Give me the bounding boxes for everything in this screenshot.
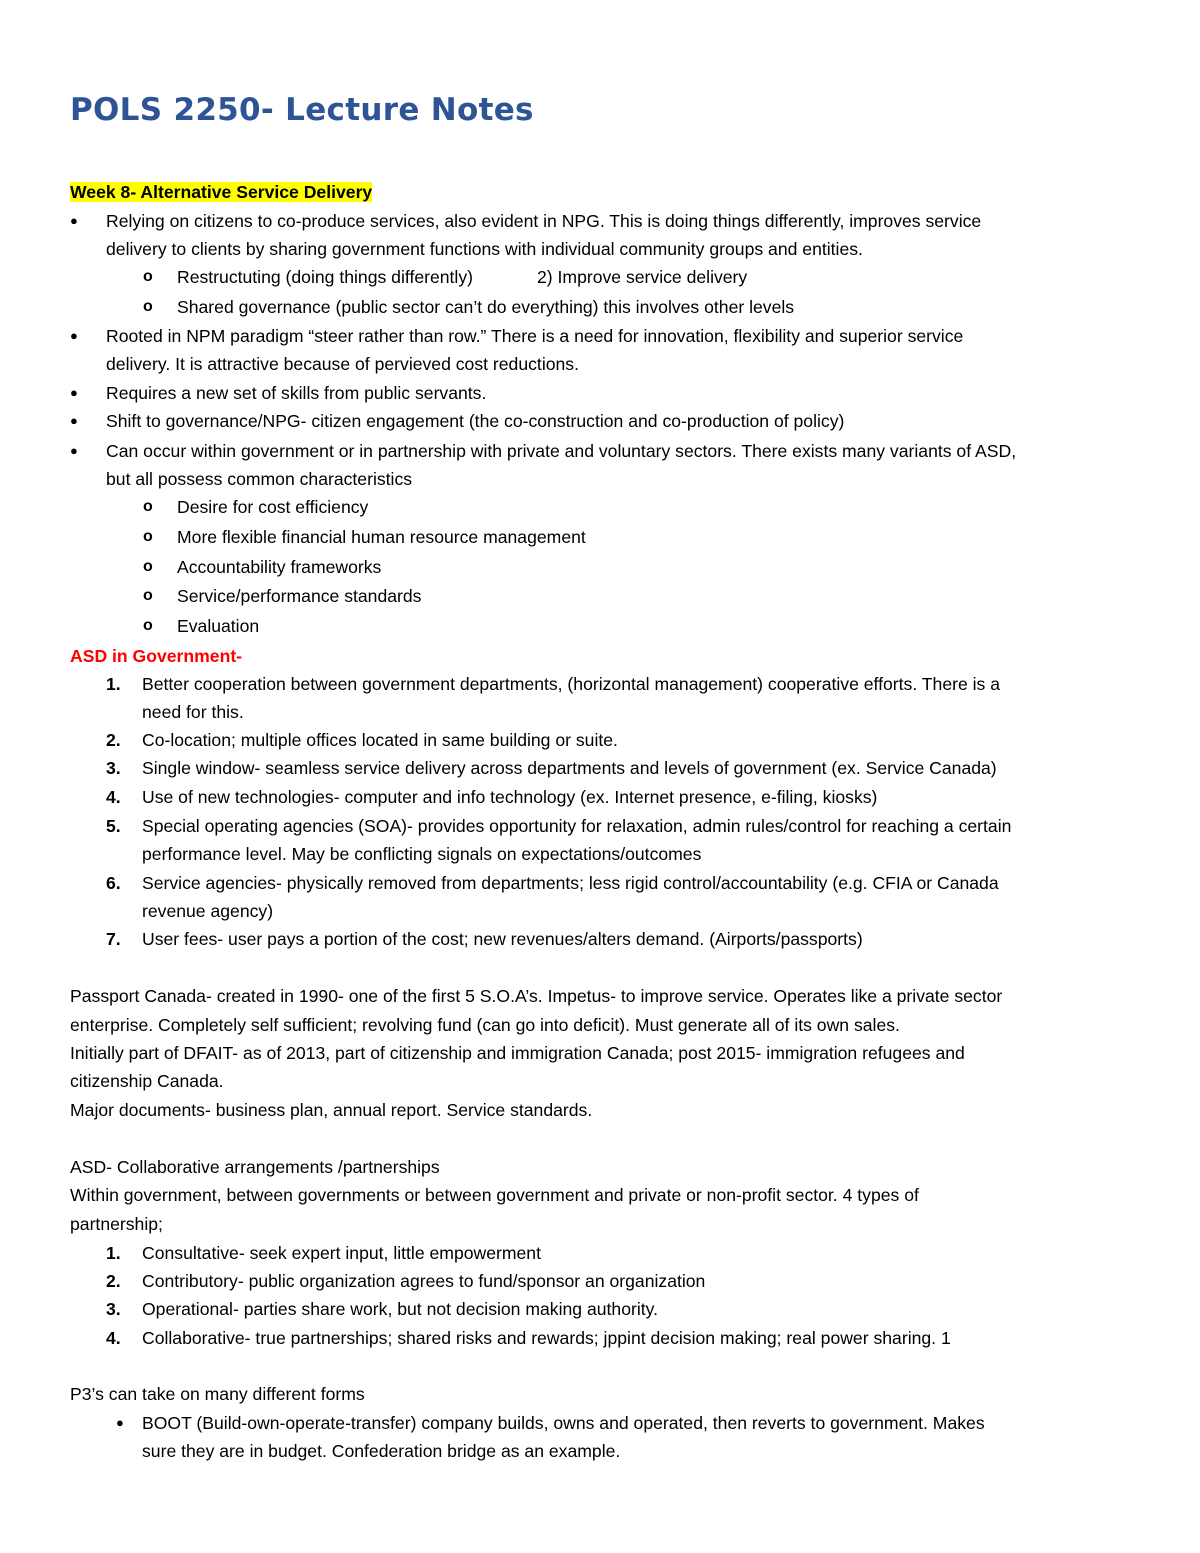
item-text: Contributory- public organization agrees to fund/sponsor an organization: [142, 1271, 706, 1291]
item-number: 1.: [106, 1243, 121, 1263]
bullet-text: Can occur within government or in partnership with private and voluntary sectors. There exists many variants of ASD,: [106, 441, 1017, 461]
item-number: 7.: [106, 929, 121, 949]
bullet-text: delivery to clients by sharing government functions with individual community groups and entities.: [106, 239, 863, 259]
item-text: Better cooperation between government departments, (horizontal management) cooperative efforts. There is a: [142, 674, 1001, 694]
bullet-icon: ●: [70, 443, 78, 458]
week-heading: [70, 181, 372, 203]
numbered-item: [0, 928, 1200, 950]
paragraph-line: Major documents- business plan, annual report. Service standards.: [70, 1100, 593, 1120]
paragraph-line: partnership;: [70, 1214, 163, 1234]
item-text: performance level. May be conflicting signals on expectations/outcomes: [142, 844, 702, 864]
list-item: [0, 266, 1200, 288]
item-text: Collaborative- true partnerships; shared risks and rewards; jppint decision making; real power sharing. 1: [142, 1328, 951, 1348]
item-number: 1.: [106, 674, 121, 694]
sub-bullet-icon: o: [143, 558, 153, 575]
p3-heading: P3’s can take on many different forms: [70, 1384, 365, 1404]
week-heading-text: Week 8- Alternative Service Delivery: [70, 182, 373, 202]
item-text: Co-location; multiple offices located in same building or suite.: [142, 730, 618, 750]
paragraph-line: citizenship Canada.: [70, 1071, 224, 1091]
item-number: 2.: [106, 730, 121, 750]
bullet-text: BOOT (Build-own-operate-transfer) company builds, owns and operated, then reverts to government. Makes: [142, 1413, 985, 1433]
item-text: revenue agency): [142, 901, 274, 921]
sub-bullet-icon: o: [143, 298, 153, 315]
item-text: Single window- seamless service delivery across departments and levels of government (ex. Service Canada): [142, 758, 997, 778]
sub-bullet-text: Restructuting (doing things differently): [177, 267, 473, 287]
item-text: Special operating agencies (SOA)- provides opportunity for relaxation, admin rules/control for reaching a certain: [142, 816, 1012, 836]
list-item: [0, 410, 1200, 432]
paragraph-line: enterprise. Completely self sufficient; revolving fund (can go into deficit). Must generate all of its own sales.: [70, 1015, 900, 1035]
bullet-text: Relying on citizens to co-produce services, also evident in NPG. This is doing things differently, improves service: [106, 211, 982, 231]
list-item: [0, 440, 1200, 462]
numbered-item: [0, 757, 1200, 779]
item-number: 2.: [106, 1271, 121, 1291]
item-number: 3.: [106, 758, 121, 778]
numbered-item: [0, 815, 1200, 837]
list-item: [0, 556, 1200, 578]
sub-bullet-icon: o: [143, 528, 153, 545]
item-number: 6.: [106, 873, 121, 893]
sub-bullet-icon: o: [143, 587, 153, 604]
sub-bullet-text: Service/performance standards: [177, 586, 422, 606]
page-title: POLS 2250- Lecture Notes: [70, 92, 534, 128]
bullet-icon: ●: [70, 385, 78, 400]
list-item: [0, 382, 1200, 404]
numbered-item: [0, 1242, 1200, 1264]
paragraph-line: Passport Canada- created in 1990- one of the first 5 S.O.A’s. Impetus- to improve service. Operates like a private sector: [70, 986, 1003, 1006]
numbered-item: [0, 1298, 1200, 1320]
item-number: 4.: [106, 787, 121, 807]
item-text: Use of new technologies- computer and info technology (ex. Internet presence, e-filing, kiosks): [142, 787, 878, 807]
list-item: [0, 210, 1200, 232]
bullet-icon: ●: [70, 213, 78, 228]
sub-bullet-text: Shared governance (public sector can’t do everything) this involves other levels: [177, 297, 795, 317]
numbered-item: [0, 673, 1200, 695]
list-item: [0, 1412, 1200, 1434]
numbered-item: [0, 786, 1200, 808]
list-item: [0, 615, 1200, 637]
bullet-icon: ●: [70, 328, 78, 343]
bullet-text: sure they are in budget. Confederation bridge as an example.: [142, 1441, 621, 1461]
bullet-text: but all possess common characteristics: [106, 469, 413, 489]
sub-bullet-text: Desire for cost efficiency: [177, 497, 369, 517]
list-item: [0, 296, 1200, 318]
item-text: Consultative- seek expert input, little empowerment: [142, 1243, 541, 1263]
list-item: [0, 585, 1200, 607]
paragraph-line: Initially part of DFAIT- as of 2013, part of citizenship and immigration Canada; post 2015- immigration refugees and: [70, 1043, 965, 1063]
sub-bullet-icon: o: [143, 498, 153, 515]
numbered-item: [0, 729, 1200, 751]
bullet-icon: ●: [70, 413, 78, 428]
numbered-item: [0, 872, 1200, 894]
bullet-text: delivery. It is attractive because of pervieved cost reductions.: [106, 354, 579, 374]
bullet-text: Rooted in NPM paradigm “steer rather than row.” There is a need for innovation, flexibility and superior service: [106, 326, 964, 346]
list-item: [0, 496, 1200, 518]
sub-bullet-text: Evaluation: [177, 616, 260, 636]
numbered-item: [0, 1270, 1200, 1292]
collab-heading: ASD- Collaborative arrangements /partnerships: [70, 1157, 440, 1177]
numbered-item: [0, 1327, 1200, 1349]
asd-government-heading: ASD in Government-: [70, 646, 243, 666]
item-number: 5.: [106, 816, 121, 836]
item-text: Service agencies- physically removed from departments; less rigid control/accountability (e.g. CFIA or Canada: [142, 873, 999, 893]
paragraph-line: Within government, between governments or between government and private or non-profit sector. 4 types of: [70, 1185, 919, 1205]
sub-bullet-text-2: 2) Improve service delivery: [537, 267, 748, 287]
bullet-icon: ●: [116, 1415, 124, 1430]
item-text: need for this.: [142, 702, 244, 722]
item-number: 3.: [106, 1299, 121, 1319]
item-text: User fees- user pays a portion of the cost; new revenues/alters demand. (Airports/passports): [142, 929, 863, 949]
bullet-text: Shift to governance/NPG- citizen engagement (the co-construction and co-production of policy): [106, 411, 845, 431]
item-text: Operational- parties share work, but not decision making authority.: [142, 1299, 659, 1319]
item-number: 4.: [106, 1328, 121, 1348]
sub-bullet-icon: o: [143, 617, 153, 634]
list-item: [0, 526, 1200, 548]
bullet-text: Requires a new set of skills from public servants.: [106, 383, 487, 403]
sub-bullet-icon: o: [143, 268, 153, 285]
sub-bullet-text: Accountability frameworks: [177, 557, 382, 577]
list-item: [0, 325, 1200, 347]
sub-bullet-text: More flexible financial human resource management: [177, 527, 586, 547]
